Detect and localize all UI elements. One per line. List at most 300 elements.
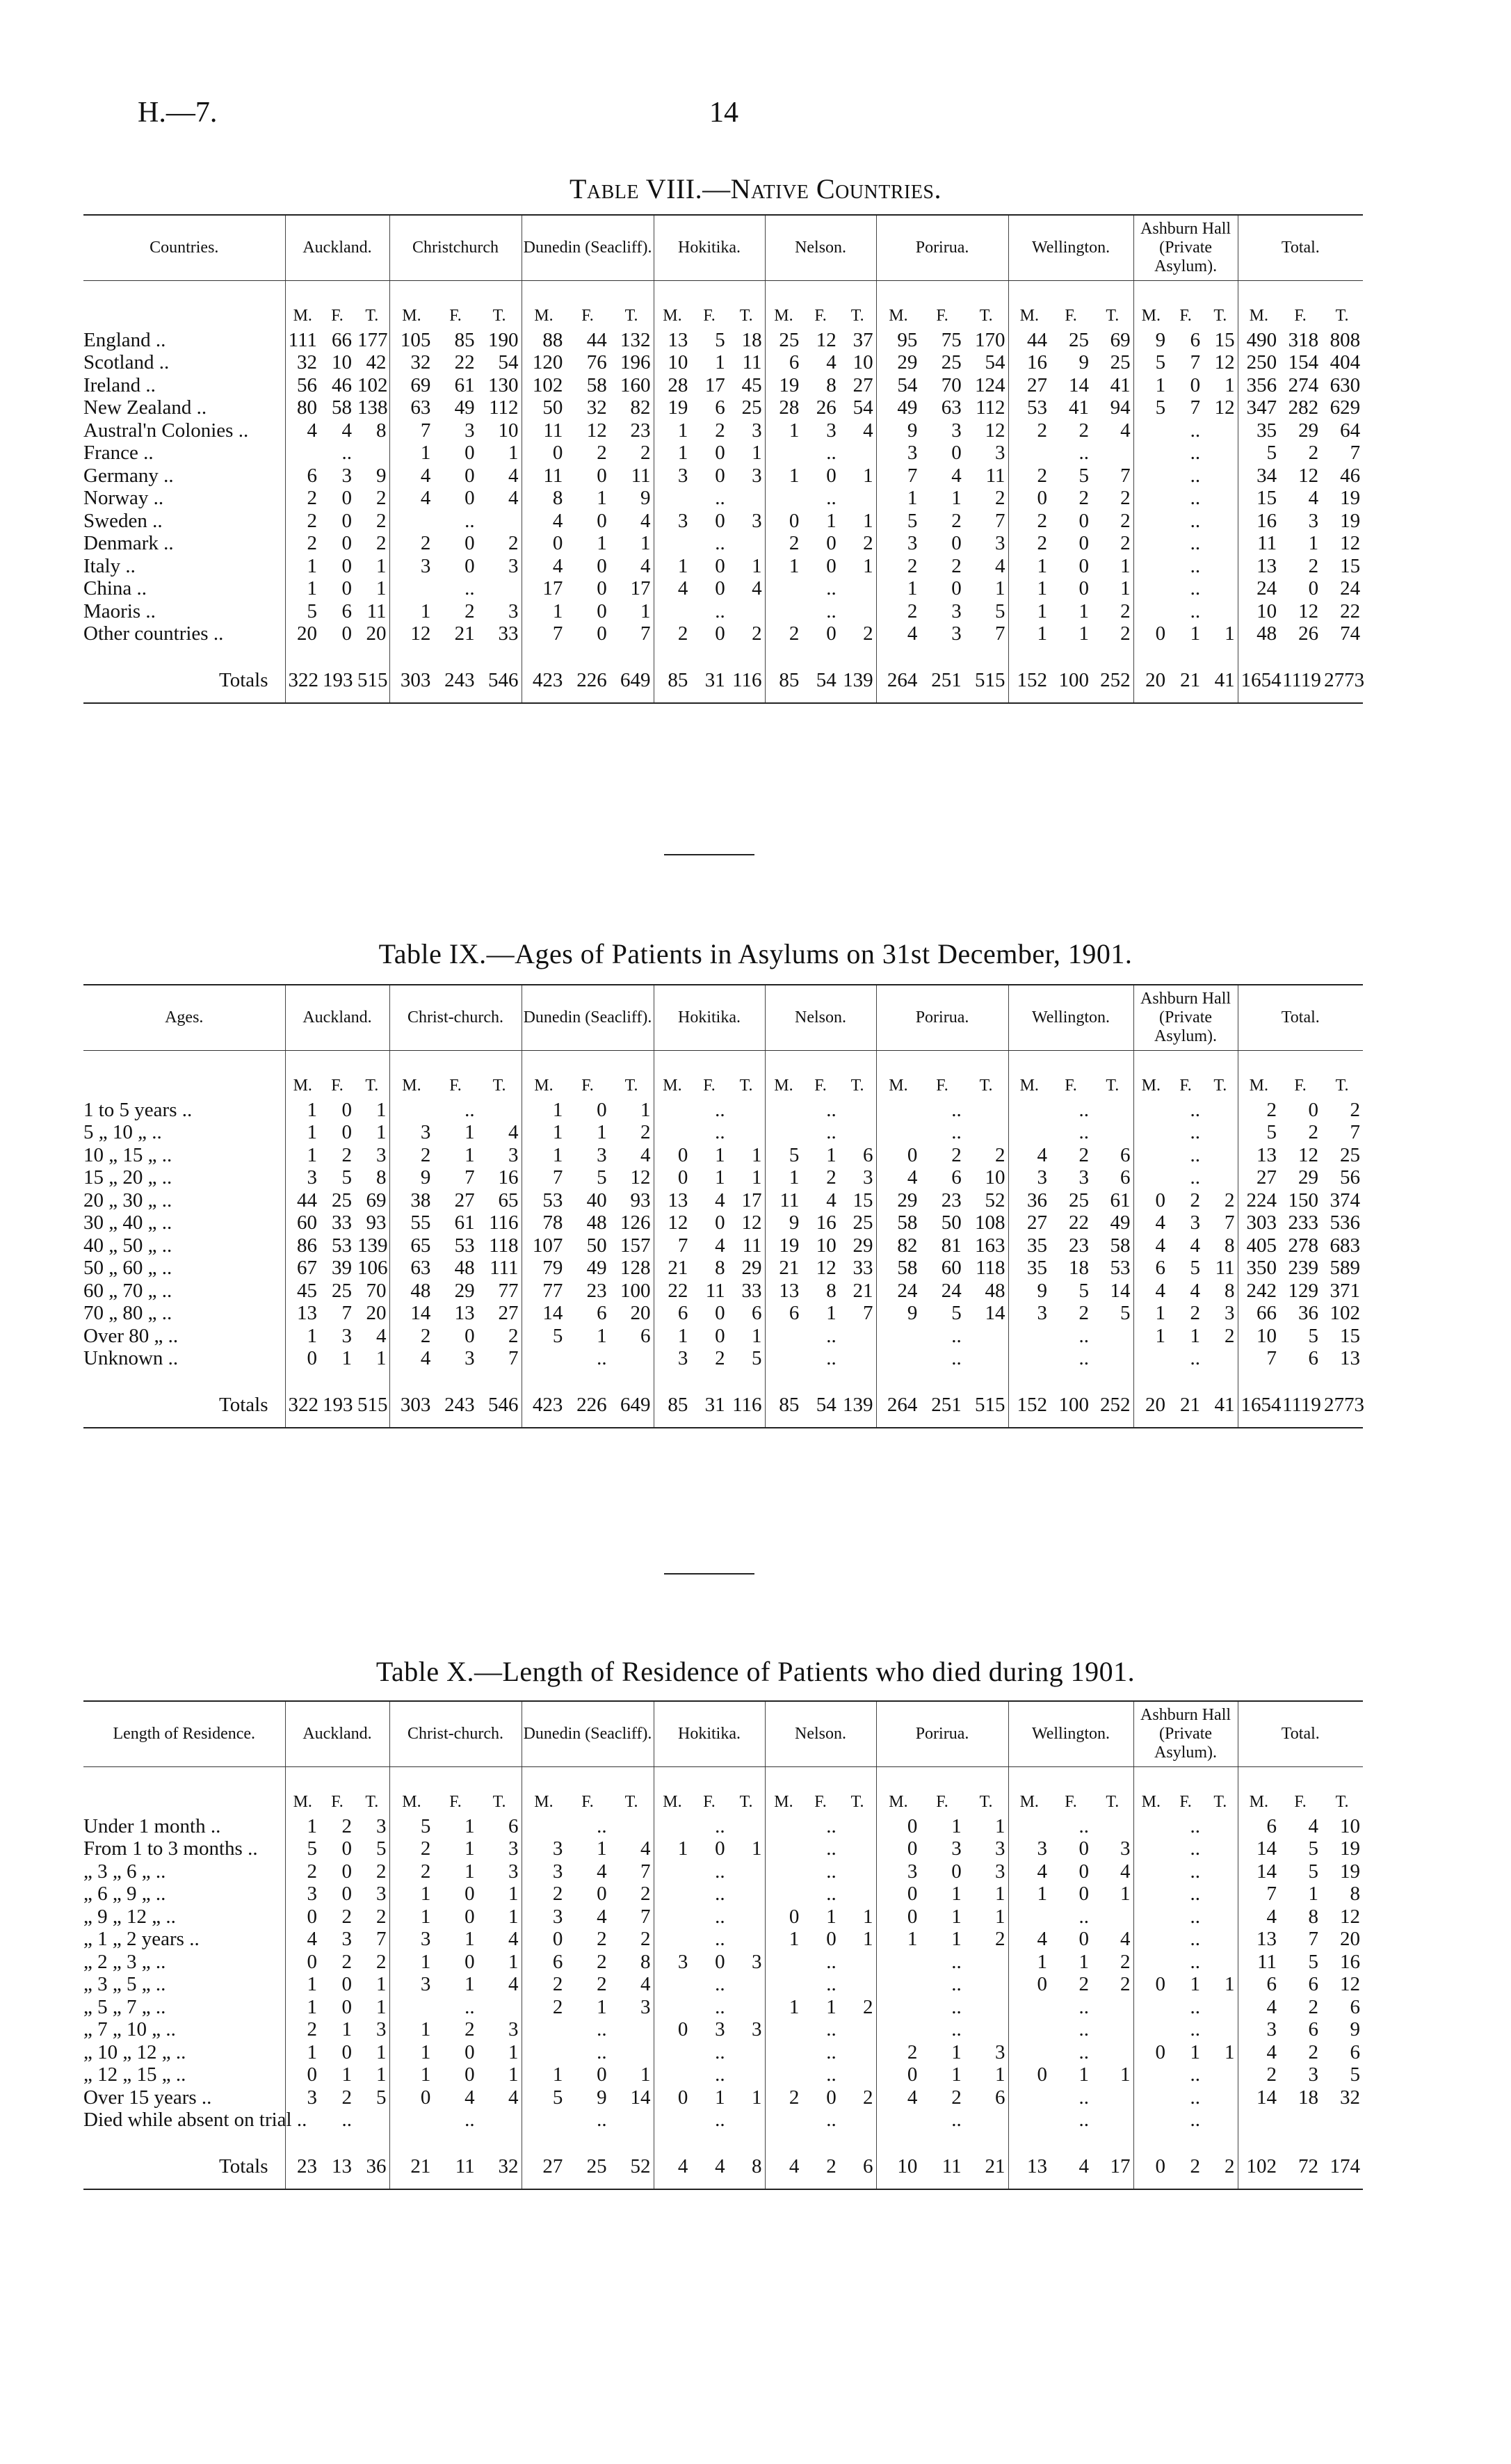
table-cell: .. bbox=[1190, 1814, 1201, 1837]
table-cell bbox=[1092, 1347, 1133, 1370]
table-cell: 3 bbox=[508, 554, 519, 577]
table-cell: 138 bbox=[357, 396, 388, 419]
table-cell: 60 bbox=[941, 1257, 962, 1279]
sex-subheader: F. bbox=[449, 1793, 462, 1811]
table-cell: 1 bbox=[1120, 554, 1131, 577]
table-cell: 8 bbox=[826, 373, 837, 396]
table-cell: 0 bbox=[341, 2040, 352, 2063]
table-cell: 4 bbox=[876, 622, 920, 645]
table-cell: .. bbox=[1190, 1995, 1201, 2018]
table-row bbox=[83, 442, 1363, 465]
table-cell: 22 bbox=[1069, 1211, 1090, 1234]
table-cell: 0 bbox=[715, 1302, 725, 1324]
table-cell: 0 bbox=[826, 1928, 837, 1950]
table-cell: 12 bbox=[654, 1211, 690, 1234]
table-cell: 5 bbox=[1133, 351, 1168, 374]
table-cell bbox=[1133, 487, 1168, 510]
table-cell bbox=[765, 2109, 802, 2132]
table-cell: 515 bbox=[355, 1370, 389, 1428]
table-cell: 3 bbox=[654, 465, 690, 488]
table-cell: 1 bbox=[715, 2086, 725, 2109]
table-cell: 3 bbox=[995, 442, 1005, 464]
table-cell: 0 bbox=[654, 2086, 690, 2109]
table-cell: 4 bbox=[597, 1860, 607, 1883]
table-cell: 11 bbox=[705, 1279, 725, 1302]
table-cell: 17 bbox=[1092, 2132, 1133, 2190]
column-group-header: Wellington. bbox=[1008, 1701, 1133, 1767]
table-cell: 1 bbox=[1190, 1324, 1201, 1347]
table-cell: .. bbox=[715, 1928, 725, 1950]
table-cell: 129 bbox=[1288, 1279, 1319, 1302]
row-label: 1 to 5 years .. bbox=[83, 1099, 285, 1122]
table-cell: 11 bbox=[522, 419, 565, 442]
table-cell: .. bbox=[1190, 419, 1201, 442]
table-cell: 0 bbox=[341, 1098, 352, 1121]
table-cell: 1 bbox=[376, 577, 387, 599]
table-cell bbox=[1203, 2018, 1238, 2041]
table-cell: 0 bbox=[464, 2040, 475, 2063]
table-cell: 8 bbox=[715, 1257, 725, 1279]
table-cell bbox=[1203, 510, 1238, 533]
table-cell: 1 bbox=[715, 1166, 725, 1189]
table-cell: 31 bbox=[690, 645, 727, 704]
table-cell: 0 bbox=[715, 1837, 725, 1860]
table-cell: 15 bbox=[1340, 554, 1361, 577]
row-label: Italy .. bbox=[83, 555, 285, 578]
table-cell: 107 bbox=[522, 1234, 565, 1257]
table-cell bbox=[964, 1099, 1008, 1122]
table-cell: 0 bbox=[1133, 1189, 1168, 1212]
table-row bbox=[83, 577, 1363, 600]
table-cell: 19 bbox=[654, 396, 690, 419]
row-label: From 1 to 3 months .. bbox=[83, 1837, 285, 1860]
table-cell: 112 bbox=[976, 396, 1005, 419]
table-cell bbox=[355, 2109, 389, 2132]
table-cell: 3 bbox=[376, 1814, 387, 1837]
table-cell: 14 bbox=[389, 1302, 433, 1325]
table-cell: .. bbox=[597, 1814, 607, 1837]
table-cell: 116 bbox=[489, 1211, 519, 1234]
table-cell: 2 bbox=[376, 1905, 387, 1928]
table-cell: 3 bbox=[995, 532, 1005, 554]
table-cell: 1 bbox=[464, 1928, 475, 1950]
table-cell: 282 bbox=[1288, 396, 1319, 419]
table-cell: 0 bbox=[1078, 1860, 1090, 1883]
table-cell: 65 bbox=[498, 1189, 519, 1211]
table-cell bbox=[728, 1099, 765, 1122]
table-cell: 0 bbox=[522, 442, 565, 465]
table-cell: 0 bbox=[341, 1995, 352, 2018]
table-cell: 5 bbox=[715, 328, 725, 351]
table-cell: 0 bbox=[654, 1144, 690, 1167]
table-cell: 11 bbox=[920, 2132, 964, 2190]
table-cell bbox=[1203, 1951, 1238, 1974]
table-cell: .. bbox=[715, 1883, 725, 1905]
table-cell: 3 bbox=[1078, 1166, 1090, 1189]
row-label: „ 6 „ 9 „ .. bbox=[83, 1883, 285, 1906]
table-cell: 3 bbox=[1190, 1211, 1201, 1234]
row-label: Totals bbox=[83, 2132, 285, 2190]
table-cell: .. bbox=[715, 532, 725, 554]
table-cell: 2 bbox=[285, 487, 320, 510]
row-label: Other countries .. bbox=[83, 622, 285, 645]
table-cell: 56 bbox=[285, 374, 320, 397]
table-cell: 0 bbox=[1133, 622, 1168, 645]
table-cell bbox=[964, 1973, 1008, 1996]
table-cell: 1 bbox=[464, 1837, 475, 1860]
table-cell: 1 bbox=[640, 532, 651, 554]
table-cell bbox=[1133, 1951, 1168, 1974]
table-cell: 126 bbox=[620, 1211, 651, 1234]
table-cell: 45 bbox=[285, 1280, 320, 1303]
column-group-header: Porirua. bbox=[876, 215, 1008, 281]
table-cell: 16 bbox=[1340, 1950, 1361, 1973]
table-cell bbox=[654, 2109, 690, 2132]
table-cell: 6 bbox=[1350, 1995, 1361, 2018]
table-cell: 5 bbox=[765, 1144, 802, 1167]
table-cell bbox=[1133, 1928, 1168, 1951]
table-cell: 2 bbox=[752, 622, 762, 645]
table-cell: 0 bbox=[341, 1121, 352, 1143]
sex-subheader: M. bbox=[1008, 1051, 1050, 1099]
table-cell: .. bbox=[951, 1950, 962, 1973]
table-cell bbox=[1092, 1815, 1133, 1838]
sex-subheader: M. bbox=[1133, 1767, 1168, 1815]
table-cell: 10 bbox=[654, 351, 690, 374]
column-group-header: Auckland. bbox=[285, 215, 389, 281]
table-cell: 78 bbox=[522, 1211, 565, 1234]
table-cell bbox=[1203, 600, 1238, 623]
table-cell: .. bbox=[826, 1098, 837, 1121]
table-row bbox=[83, 600, 1363, 623]
table-cell: 42 bbox=[366, 351, 387, 373]
table-cell: 1 bbox=[341, 2063, 352, 2086]
sex-subheader-row bbox=[83, 281, 1363, 329]
table-cell bbox=[1092, 442, 1133, 465]
sex-subheader: M. bbox=[654, 281, 690, 329]
table-cell: 18 bbox=[741, 328, 762, 351]
table-cell: 82 bbox=[876, 1234, 920, 1257]
table-cell: 0 bbox=[597, 509, 607, 532]
table-cell: 4 bbox=[1238, 2041, 1279, 2064]
table-cell bbox=[1092, 1906, 1133, 1928]
row-label: „ 3 „ 6 „ .. bbox=[83, 1860, 285, 1883]
table-cell: 4 bbox=[654, 577, 690, 600]
table-cell: 2 bbox=[389, 532, 433, 555]
table-cell: 0 bbox=[341, 532, 352, 554]
table-cell: 50 bbox=[941, 1211, 962, 1234]
table-cell bbox=[1133, 2063, 1168, 2086]
table-cell: 3 bbox=[285, 1883, 320, 1906]
table-cell: 515 bbox=[964, 645, 1008, 704]
table-cell: 11 bbox=[366, 599, 387, 622]
table-cell: 4 bbox=[1190, 1234, 1201, 1257]
table-cell bbox=[1133, 1815, 1168, 1838]
table-cell: 4 bbox=[1308, 1814, 1319, 1837]
table-cell: 629 bbox=[1330, 396, 1361, 419]
table-cell: 4 bbox=[285, 1928, 320, 1951]
table-cell: .. bbox=[826, 2063, 837, 2086]
table-cell bbox=[964, 2018, 1008, 2041]
table-cell bbox=[654, 1928, 690, 1951]
table-cell: 5 bbox=[951, 1302, 962, 1324]
table-cell: 12 bbox=[586, 419, 607, 442]
table-cell: 35 bbox=[1008, 1234, 1050, 1257]
table-cell: 23 bbox=[285, 2132, 320, 2190]
table-cell bbox=[1203, 1166, 1238, 1189]
table-cell: 10 bbox=[1238, 600, 1279, 623]
sex-subheader: M. bbox=[389, 281, 433, 329]
table-cell: 5 bbox=[876, 510, 920, 533]
row-label: Died while absent on trial .. bbox=[83, 2109, 285, 2132]
table-cell bbox=[389, 510, 433, 533]
sex-subheader: M. bbox=[285, 1051, 320, 1099]
table-cell: 13 bbox=[765, 1280, 802, 1303]
table-cell: .. bbox=[1190, 1928, 1201, 1950]
table-cell: 2 bbox=[863, 1995, 873, 2018]
divider bbox=[664, 1573, 754, 1575]
table-cell bbox=[1203, 1837, 1238, 1860]
table-cell: 4 bbox=[341, 419, 352, 442]
table-cell: 423 bbox=[522, 1370, 565, 1428]
table-cell: 37 bbox=[853, 328, 873, 351]
table-row bbox=[83, 1906, 1363, 1928]
table-cell bbox=[1203, 442, 1238, 465]
table-cell: 1 bbox=[1008, 1883, 1050, 1906]
table-cell: 6 bbox=[1133, 1257, 1168, 1280]
table-cell: 19 bbox=[1340, 509, 1361, 532]
column-group-header: Ashburn Hall (Private Asylum). bbox=[1133, 985, 1238, 1051]
table-cell bbox=[839, 2018, 876, 2041]
table-cell bbox=[839, 2041, 876, 2064]
table-cell bbox=[1203, 2086, 1238, 2109]
table-cell: 9 bbox=[876, 1302, 920, 1325]
sex-subheader: F. bbox=[814, 307, 827, 325]
table-cell: .. bbox=[826, 599, 837, 622]
table-cell: 49 bbox=[1110, 1211, 1131, 1234]
table-cell bbox=[876, 1347, 920, 1370]
table-cell: 32 bbox=[478, 2132, 522, 2190]
table-cell: 20 bbox=[1133, 645, 1168, 704]
table-cell: 1 bbox=[765, 1996, 802, 2019]
table-cell: 9 bbox=[876, 419, 920, 442]
table-cell: 27 bbox=[522, 2132, 565, 2190]
table-cell bbox=[654, 1883, 690, 1906]
table-cell: 85 bbox=[454, 328, 475, 351]
table-cell: 124 bbox=[975, 373, 1005, 396]
table-cell bbox=[765, 577, 802, 600]
table-cell: 6 bbox=[839, 2132, 876, 2190]
table-cell: 0 bbox=[285, 1951, 320, 1974]
table-cell: 38 bbox=[389, 1189, 433, 1212]
table-cell: 4 bbox=[1008, 1928, 1050, 1951]
table-cell: 6 bbox=[1190, 328, 1201, 351]
table-cell: 4 bbox=[654, 2132, 690, 2190]
table-cell: 31 bbox=[690, 1370, 727, 1428]
table-cell: 2 bbox=[341, 1143, 352, 1166]
table-cell: 1 bbox=[1308, 1883, 1319, 1905]
table-cell: 49 bbox=[586, 1257, 607, 1279]
table-cell: 0 bbox=[1008, 1973, 1050, 1996]
table-cell: 2 bbox=[951, 1143, 962, 1166]
table-cell bbox=[1203, 555, 1238, 578]
table-cell: 0 bbox=[464, 464, 475, 487]
table-cell bbox=[654, 487, 690, 510]
table-cell: 116 bbox=[728, 645, 765, 704]
table-cell: 2773 bbox=[1321, 1370, 1363, 1428]
table-cell: 7 bbox=[995, 622, 1005, 645]
column-group-header: Nelson. bbox=[765, 985, 876, 1051]
table-cell: 1 bbox=[863, 464, 873, 487]
table-cell: .. bbox=[1190, 1950, 1201, 1973]
table-cell: 7 bbox=[1225, 1211, 1235, 1234]
table-row bbox=[83, 2041, 1363, 2064]
table-cell: 4 bbox=[508, 464, 519, 487]
table-cell: 5 bbox=[1308, 1950, 1319, 1973]
table-cell bbox=[839, 1837, 876, 1860]
table-row bbox=[83, 1302, 1363, 1325]
table-cell: 12 bbox=[1340, 532, 1361, 554]
table-cell: 118 bbox=[976, 1257, 1005, 1279]
table-cell: 1 bbox=[654, 442, 690, 465]
table-cell: 157 bbox=[620, 1234, 651, 1257]
table-cell: 1 bbox=[285, 1973, 320, 1996]
table-cell: 1 bbox=[522, 2063, 565, 2086]
table-cell: 1 bbox=[863, 509, 873, 532]
table-cell: 11 bbox=[522, 465, 565, 488]
table-cell: 2 bbox=[1120, 622, 1131, 645]
table-cell: 2 bbox=[1008, 532, 1050, 555]
table-cell: 33 bbox=[498, 622, 519, 645]
table-cell: 174 bbox=[1321, 2132, 1363, 2190]
table-cell: .. bbox=[1190, 1883, 1201, 1905]
table-cell bbox=[765, 1121, 802, 1144]
table-cell: 4 bbox=[1308, 487, 1319, 509]
table-cell: 105 bbox=[389, 329, 433, 352]
table-cell: 1 bbox=[508, 1950, 519, 1973]
table-cell: 1 bbox=[951, 1814, 962, 1837]
table-cell: 5 bbox=[1350, 2063, 1361, 2086]
table-cell bbox=[728, 2041, 765, 2064]
table-cell: 24 bbox=[1238, 577, 1279, 600]
table-cell: 4 bbox=[640, 1973, 651, 1995]
table-cell: 41 bbox=[1203, 1370, 1238, 1428]
table-cell: 21 bbox=[765, 1257, 802, 1280]
table-cell: 0 bbox=[522, 1928, 565, 1951]
row-label: „ 2 „ 3 „ .. bbox=[83, 1951, 285, 1974]
table-cell bbox=[1133, 600, 1168, 623]
table-cell: 2 bbox=[640, 1928, 651, 1950]
table-cell: 63 bbox=[389, 1257, 433, 1280]
table-cell: 3 bbox=[341, 464, 352, 487]
table-cell: .. bbox=[1190, 2063, 1201, 2086]
table-cell: 8 bbox=[1308, 1905, 1319, 1928]
table-cell: .. bbox=[951, 1121, 962, 1143]
row-label: „ 7 „ 10 „ .. bbox=[83, 2018, 285, 2041]
table-cell: 1 bbox=[654, 419, 690, 442]
sex-subheader: M. bbox=[1238, 281, 1279, 329]
table-cell: 5 bbox=[522, 2086, 565, 2109]
table-cell: 6 bbox=[522, 1951, 565, 1974]
table-cell: 3 bbox=[508, 1837, 519, 1860]
table-cell: 36 bbox=[355, 2132, 389, 2190]
table-row bbox=[83, 1234, 1363, 1257]
table-cell: 1 bbox=[1120, 577, 1131, 599]
table-row bbox=[83, 487, 1363, 510]
table-cell: 1 bbox=[654, 1837, 690, 1860]
table-cell: 45 bbox=[741, 373, 762, 396]
table-cell bbox=[389, 577, 433, 600]
table-cell: 0 bbox=[715, 1950, 725, 1973]
table-cell: 1 bbox=[1225, 2040, 1235, 2063]
table-cell: 53 bbox=[1110, 1257, 1131, 1279]
table-cell: 5 bbox=[376, 2086, 387, 2109]
table-cell: 79 bbox=[522, 1257, 565, 1280]
table-cell: 4 bbox=[1050, 2132, 1092, 2190]
table-cell: 1 bbox=[508, 442, 519, 464]
table-cell: 116 bbox=[728, 1370, 765, 1428]
table-cell bbox=[765, 1973, 802, 1996]
table-cell: 0 bbox=[715, 464, 725, 487]
table-cell: 7 bbox=[1190, 351, 1201, 373]
sex-subheader: T. bbox=[739, 307, 753, 325]
table-cell: 1 bbox=[464, 1860, 475, 1883]
table-cell: 9 bbox=[597, 2086, 607, 2109]
table-cell: 243 bbox=[433, 645, 477, 704]
sex-subheader: F. bbox=[1294, 1077, 1307, 1095]
header-row bbox=[83, 1701, 1363, 1767]
table-cell: 1 bbox=[826, 1302, 837, 1324]
table-cell: 2 bbox=[1225, 1324, 1235, 1347]
table-cell bbox=[1092, 2109, 1133, 2132]
row-label: Totals bbox=[83, 645, 285, 704]
table-cell: 8 bbox=[1225, 1279, 1235, 1302]
table-cell: 1 bbox=[826, 1905, 837, 1928]
table-cell: 0 bbox=[341, 1837, 352, 1860]
table-cell: 2 bbox=[951, 554, 962, 577]
table-cell: 8 bbox=[376, 419, 387, 442]
table-cell: 1 bbox=[285, 1325, 320, 1348]
row-label: Maoris .. bbox=[83, 600, 285, 623]
table-cell: 0 bbox=[341, 554, 352, 577]
table-row bbox=[83, 1883, 1363, 1906]
table-cell bbox=[728, 1996, 765, 2019]
table-cell: 21 bbox=[1168, 1370, 1203, 1428]
table-cell: 4 bbox=[1120, 419, 1131, 442]
table-cell: .. bbox=[1190, 1837, 1201, 1860]
table-cell: .. bbox=[715, 2109, 725, 2131]
table-cell: 54 bbox=[985, 351, 1005, 373]
table-cell: 4 bbox=[389, 465, 433, 488]
table-cell: 19 bbox=[1340, 1860, 1361, 1883]
table-cell: .. bbox=[597, 2040, 607, 2063]
table-cell bbox=[728, 1883, 765, 1906]
table-cell: 1119 bbox=[1279, 645, 1321, 704]
table-cell: 318 bbox=[1288, 328, 1319, 351]
table-cell: 106 bbox=[357, 1257, 388, 1279]
table-row bbox=[83, 2109, 1363, 2132]
table-cell: 102 bbox=[522, 374, 565, 397]
sex-subheader: T. bbox=[1213, 307, 1227, 325]
table-cell: 7 bbox=[863, 1302, 873, 1324]
table-cell: .. bbox=[826, 1347, 837, 1369]
table-cell bbox=[839, 1951, 876, 1974]
header-row bbox=[83, 985, 1363, 1051]
table-cell: .. bbox=[951, 1347, 962, 1369]
table-cell: 0 bbox=[715, 1324, 725, 1347]
table-cell: 3 bbox=[951, 622, 962, 645]
table-cell bbox=[610, 1815, 654, 1838]
